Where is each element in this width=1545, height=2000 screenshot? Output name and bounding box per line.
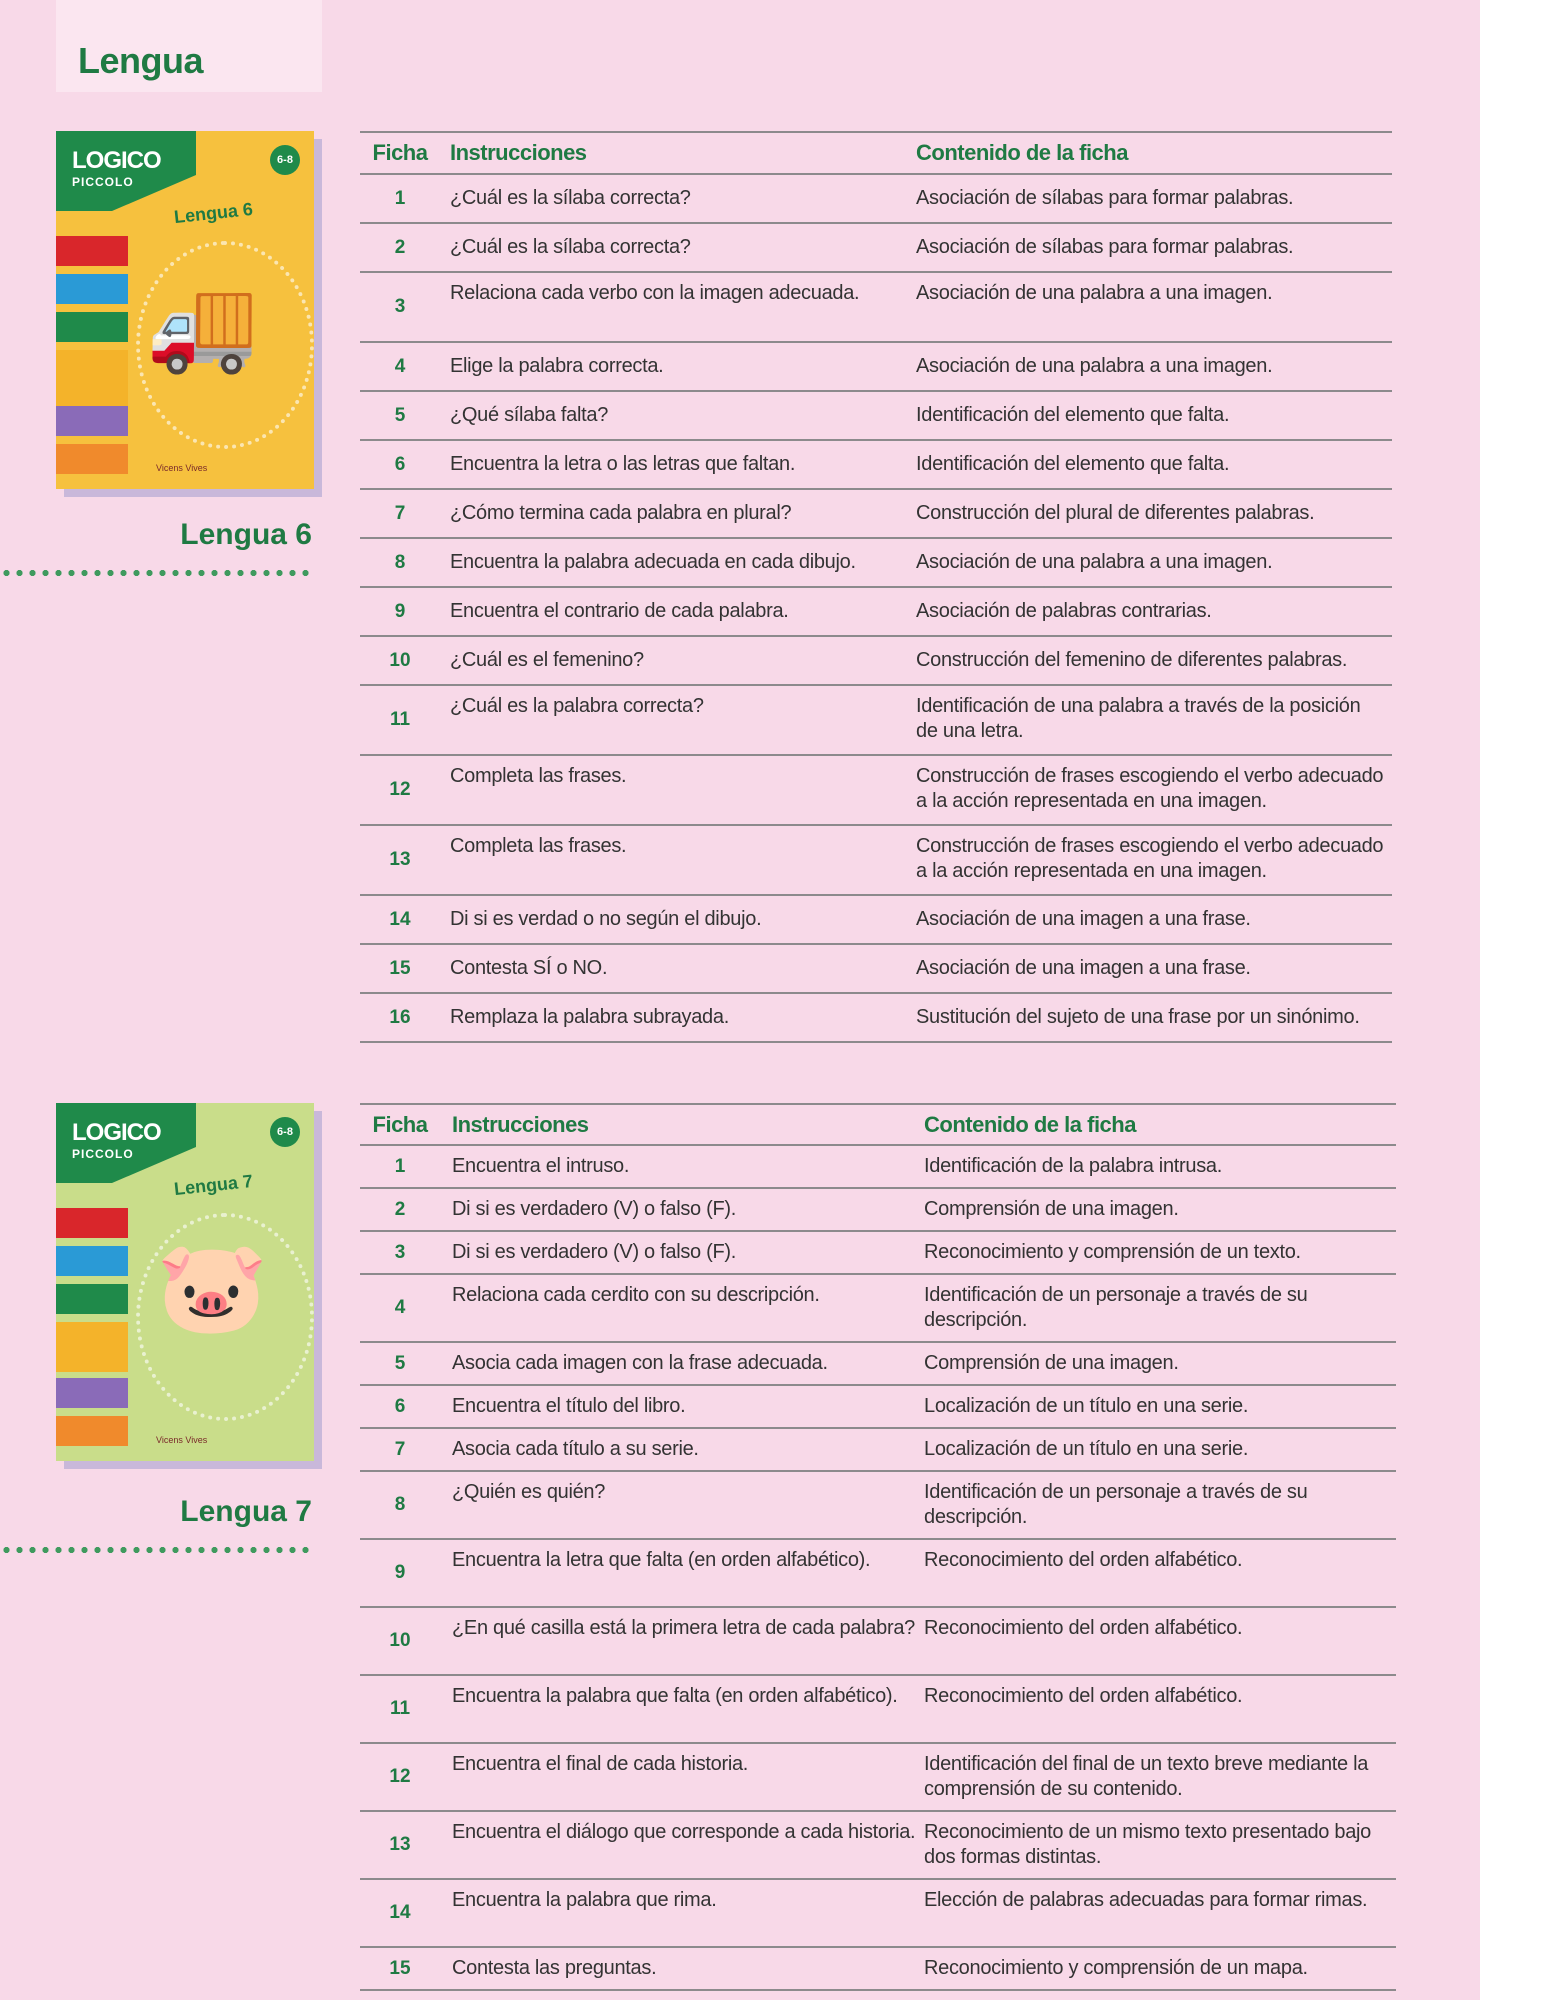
section-title-box <box>56 0 322 92</box>
table-row <box>360 1274 1396 1342</box>
table-row <box>360 636 1392 685</box>
content-cell: Reconocimiento del orden alfabético. <box>924 1539 1396 1607</box>
table-row <box>360 1811 1396 1879</box>
ficha-number: 7 <box>360 1428 440 1471</box>
content-cell: Reconocimiento y comprensión de un texto. <box>924 1231 1396 1274</box>
ficha-number: 10 <box>360 636 440 685</box>
ficha-number: 12 <box>360 755 440 825</box>
instruction-cell: ¿Cuál es la sílaba correcta? <box>440 223 916 272</box>
header-instrucciones: Instrucciones <box>440 132 916 174</box>
table-row <box>360 685 1392 755</box>
cover-tab-purple <box>56 406 128 436</box>
content-cell: Identificación de un personaje a través de su descripción. <box>924 1274 1396 1342</box>
instruction-cell: ¿Cuál es el femenino? <box>440 636 916 685</box>
table-row <box>360 1428 1396 1471</box>
content-cell: Comprensión de una imagen. <box>924 1342 1396 1385</box>
table-row <box>360 1471 1396 1539</box>
table-row <box>360 1188 1396 1231</box>
header-ficha: Ficha <box>360 1104 440 1145</box>
content-cell: Reconocimiento y comprensión de un mapa. <box>924 1947 1396 1990</box>
table-row <box>360 1879 1396 1947</box>
instruction-cell: ¿Cuál es la palabra correcta? <box>440 685 916 755</box>
header-instrucciones: Instrucciones <box>440 1104 924 1145</box>
ficha-number: 13 <box>360 825 440 895</box>
content-cell: Identificación de la palabra intrusa. <box>924 1145 1396 1188</box>
ficha-number: 11 <box>360 685 440 755</box>
cover-tab-green <box>56 1284 128 1314</box>
cover-brand: LOGICO <box>72 147 161 174</box>
ficha-number: 7 <box>360 489 440 538</box>
table-header-row <box>360 132 1392 174</box>
ficha-number: 2 <box>360 223 440 272</box>
cover-age-badge: 6-8 <box>270 145 300 175</box>
table-row <box>360 538 1392 587</box>
content-cell: Localización de un título en una serie. <box>924 1385 1396 1428</box>
table-row <box>360 1231 1396 1274</box>
header-ficha: Ficha <box>360 132 440 174</box>
content-cell: Asociación de sílabas para formar palabras. <box>916 223 1392 272</box>
content-cell: Reconocimiento de un mismo texto presentado bajo dos formas distintas. <box>924 1811 1396 1879</box>
content-cell: Identificación del elemento que falta. <box>916 391 1392 440</box>
table-row <box>360 944 1392 993</box>
page-title: Lengua <box>78 40 204 81</box>
book-cover-lengua-7 <box>56 1103 314 1461</box>
cover-tab-orange <box>56 1416 128 1446</box>
instruction-cell: Encuentra el final de cada historia. <box>440 1743 924 1811</box>
content-cell: Localización de un título en una serie. <box>924 1428 1396 1471</box>
cover-tab-red <box>56 1208 128 1238</box>
content-cell: Asociación de una palabra a una imagen. <box>916 342 1392 391</box>
table-row <box>360 755 1392 825</box>
cover-series: PICCOLO <box>72 175 134 189</box>
instruction-cell: Encuentra la palabra que falta (en orden alfabético). <box>440 1675 924 1743</box>
table-row <box>360 1607 1396 1675</box>
book-label: Lengua 7 <box>180 1495 312 1528</box>
table-row <box>360 1675 1396 1743</box>
cover-publisher: Vicens Vives <box>156 1435 208 1445</box>
instruction-cell: Asocia cada título a su serie. <box>440 1428 924 1471</box>
table-row <box>360 174 1392 223</box>
content-cell: Construcción del femenino de diferentes palabras. <box>916 636 1392 685</box>
pig-illustration-icon: 🐷 <box>156 1238 269 1338</box>
ficha-number: 1 <box>360 174 440 223</box>
instruction-cell: ¿En qué casilla está la primera letra de cada palabra? <box>440 1607 924 1675</box>
ficha-number: 9 <box>360 1539 440 1607</box>
content-cell: Asociación de una palabra a una imagen. <box>916 272 1392 342</box>
table-row <box>360 1539 1396 1607</box>
content-cell: Construcción de frases escogiendo el verbo adecuado a la acción representada en una imagen. <box>916 755 1392 825</box>
cover-tab-red <box>56 236 128 266</box>
content-cell: Comprensión de una imagen. <box>924 1188 1396 1231</box>
instruction-cell: ¿Qué sílaba falta? <box>440 391 916 440</box>
instruction-cell: Elige la palabra correcta. <box>440 342 916 391</box>
instruction-cell: Contesta las preguntas. <box>440 1947 924 1990</box>
instruction-cell: Asocia cada imagen con la frase adecuada. <box>440 1342 924 1385</box>
cover-tab-blue <box>56 1246 128 1276</box>
cover-title: Lengua 7 <box>173 1170 254 1200</box>
ficha-number: 10 <box>360 1607 440 1675</box>
table-row <box>360 391 1392 440</box>
table-header-row <box>360 1104 1396 1145</box>
cover-tab-green <box>56 312 128 342</box>
dotted-divider <box>0 1546 312 1554</box>
cover-age-badge: 6-8 <box>270 1117 300 1147</box>
instruction-cell: Encuentra la letra que falta (en orden alfabético). <box>440 1539 924 1607</box>
fichas-table-lengua-7 <box>360 1103 1396 1991</box>
cover-tab-yellow <box>56 1322 128 1372</box>
instruction-cell: Encuentra la letra o las letras que faltan. <box>440 440 916 489</box>
content-cell: Elección de palabras adecuadas para formar rimas. <box>924 1879 1396 1947</box>
ficha-number: 2 <box>360 1188 440 1231</box>
content-cell: Asociación de una palabra a una imagen. <box>916 538 1392 587</box>
table-row <box>360 1342 1396 1385</box>
cover-brand: LOGICO <box>72 1119 161 1146</box>
truck-illustration-icon: 🚚 <box>146 276 259 376</box>
book-cover-lengua-6 <box>56 131 314 489</box>
content-cell: Identificación del final de un texto breve mediante la comprensión de su contenido. <box>924 1743 1396 1811</box>
table-row <box>360 993 1392 1042</box>
header-contenido: Contenido de la ficha <box>924 1104 1396 1145</box>
instruction-cell: Encuentra el diálogo que corresponde a cada historia. <box>440 1811 924 1879</box>
instruction-cell: ¿Cómo termina cada palabra en plural? <box>440 489 916 538</box>
content-cell: Asociación de una imagen a una frase. <box>916 895 1392 944</box>
table-row <box>360 1145 1396 1188</box>
ficha-number: 15 <box>360 1947 440 1990</box>
ficha-number: 6 <box>360 440 440 489</box>
table-row <box>360 1947 1396 1990</box>
header-contenido: Contenido de la ficha <box>916 132 1392 174</box>
ficha-number: 8 <box>360 1471 440 1539</box>
cover-series: PICCOLO <box>72 1147 134 1161</box>
content-cell: Asociación de palabras contrarias. <box>916 587 1392 636</box>
instruction-cell: ¿Cuál es la sílaba correcta? <box>440 174 916 223</box>
content-cell: Identificación de un personaje a través de su descripción. <box>924 1471 1396 1539</box>
ficha-number: 5 <box>360 1342 440 1385</box>
ficha-number: 13 <box>360 1811 440 1879</box>
table-row <box>360 1743 1396 1811</box>
content-cell: Identificación de una palabra a través de la posición de una letra. <box>916 685 1392 755</box>
ficha-number: 8 <box>360 538 440 587</box>
content-cell: Reconocimiento del orden alfabético. <box>924 1675 1396 1743</box>
cover-tab-purple <box>56 1378 128 1408</box>
instruction-cell: Completa las frases. <box>440 755 916 825</box>
content-cell: Reconocimiento del orden alfabético. <box>924 1607 1396 1675</box>
instruction-cell: Di si es verdadero (V) o falso (F). <box>440 1188 924 1231</box>
book-label: Lengua 6 <box>180 518 312 551</box>
table-row <box>360 587 1392 636</box>
ficha-number: 3 <box>360 272 440 342</box>
ficha-number: 11 <box>360 1675 440 1743</box>
ficha-number: 5 <box>360 391 440 440</box>
instruction-cell: Encuentra el título del libro. <box>440 1385 924 1428</box>
instruction-cell: Encuentra el intruso. <box>440 1145 924 1188</box>
content-cell: Construcción de frases escogiendo el verbo adecuado a la acción representada en una imagen. <box>916 825 1392 895</box>
table-row <box>360 895 1392 944</box>
fichas-table-lengua-6 <box>360 131 1392 1043</box>
ficha-number: 14 <box>360 1879 440 1947</box>
content-cell: Asociación de sílabas para formar palabras. <box>916 174 1392 223</box>
table-row <box>360 489 1392 538</box>
content-cell: Sustitución del sujeto de una frase por un sinónimo. <box>916 993 1392 1042</box>
instruction-cell: Completa las frases. <box>440 825 916 895</box>
table-row <box>360 223 1392 272</box>
ficha-number: 3 <box>360 1231 440 1274</box>
content-cell: Identificación del elemento que falta. <box>916 440 1392 489</box>
instruction-cell: Encuentra la palabra que rima. <box>440 1879 924 1947</box>
instruction-cell: Encuentra el contrario de cada palabra. <box>440 587 916 636</box>
content-cell: Construcción del plural de diferentes palabras. <box>916 489 1392 538</box>
instruction-cell: Di si es verdad o no según el dibujo. <box>440 895 916 944</box>
table-row <box>360 1385 1396 1428</box>
ficha-number: 6 <box>360 1385 440 1428</box>
ficha-number: 4 <box>360 342 440 391</box>
ficha-number: 14 <box>360 895 440 944</box>
ficha-number: 9 <box>360 587 440 636</box>
ficha-number: 1 <box>360 1145 440 1188</box>
instruction-cell: Relaciona cada verbo con la imagen adecuada. <box>440 272 916 342</box>
instruction-cell: ¿Quién es quién? <box>440 1471 924 1539</box>
instruction-cell: Remplaza la palabra subrayada. <box>440 993 916 1042</box>
table-row <box>360 825 1392 895</box>
ficha-number: 16 <box>360 993 440 1042</box>
instruction-cell: Di si es verdadero (V) o falso (F). <box>440 1231 924 1274</box>
content-cell: Asociación de una imagen a una frase. <box>916 944 1392 993</box>
cover-title: Lengua 6 <box>173 198 254 228</box>
ficha-number: 15 <box>360 944 440 993</box>
table-row <box>360 440 1392 489</box>
instruction-cell: Contesta SÍ o NO. <box>440 944 916 993</box>
ficha-number: 12 <box>360 1743 440 1811</box>
cover-tab-orange <box>56 444 128 474</box>
table-row <box>360 342 1392 391</box>
dotted-divider <box>0 569 312 577</box>
instruction-cell: Encuentra la palabra adecuada en cada dibujo. <box>440 538 916 587</box>
instruction-cell: Relaciona cada cerdito con su descripción. <box>440 1274 924 1342</box>
ficha-number: 4 <box>360 1274 440 1342</box>
cover-publisher: Vicens Vives <box>156 463 208 473</box>
table-row <box>360 272 1392 342</box>
cover-tab-blue <box>56 274 128 304</box>
